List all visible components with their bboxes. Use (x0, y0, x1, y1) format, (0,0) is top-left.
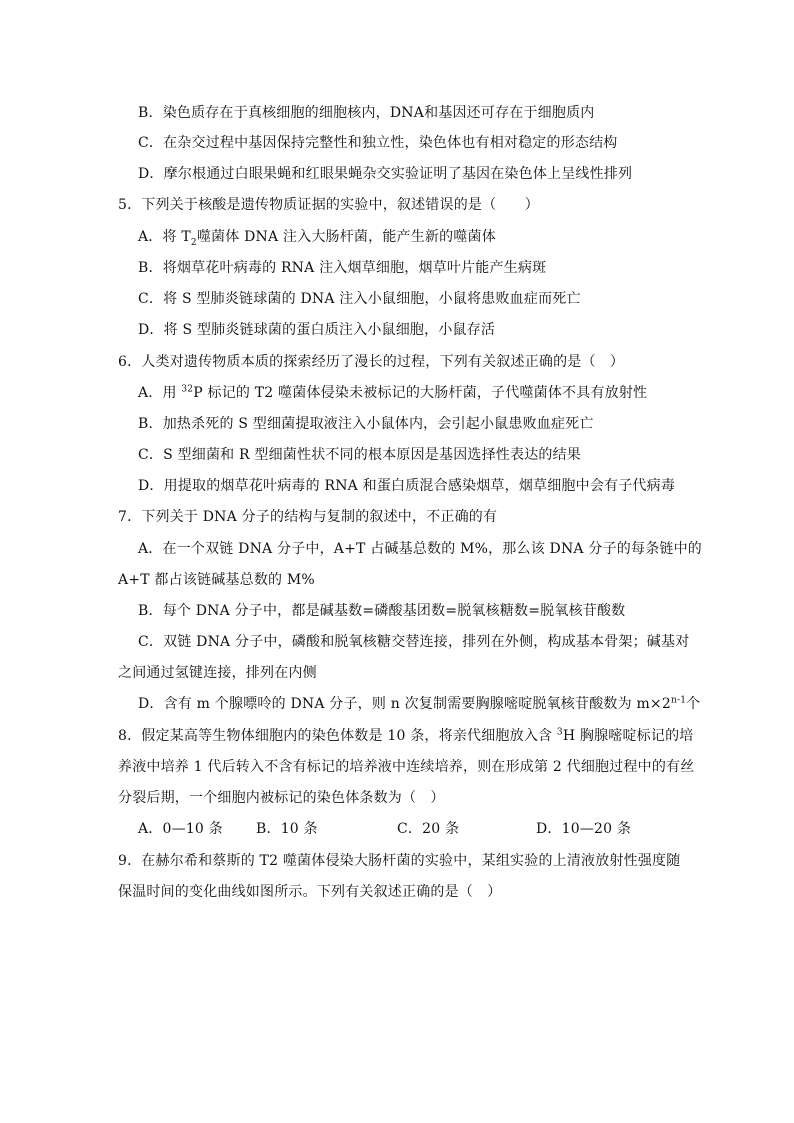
q8-option-d: D．10—20 条 (536, 821, 632, 837)
q7-option-b: B．每个 DNA 分子中，都是碱基数=磷酸基团数=脱氧核糖数=脱氧核苷酸数 (138, 603, 626, 619)
q6-option-b: B．加热杀死的 S 型细菌提取液注入小鼠体内，会引起小鼠患败血症死亡 (138, 416, 594, 432)
q5-option-b: B．将烟草花叶病毒的 RNA 注入烟草细胞，烟草叶片能产生病斑 (138, 260, 547, 276)
q5-option-a: A．将 $T_2$噬菌体 DNA 注入大肠杆菌，能产生新的噬菌体 (138, 229, 496, 248)
q7-option-a-line1: A．在一个双链 DNA 分子中，A+T 占碱基总数的 M%，那么该 DNA 分子的每条链中的 (138, 541, 702, 557)
q6-option-c: C．S 型细菌和 R 型细菌性状不同的根本原因是基因选择性表达的结果 (138, 447, 581, 463)
q6-option-d: D．用提取的烟草花叶病毒的 RNA 和蛋白质混合感染烟草，烟草细胞中会有子代病毒 (138, 478, 676, 494)
q5-option-d: D．将 S 型肺炎链球菌的蛋白质注入小鼠细胞，小鼠存活 (138, 322, 496, 338)
q4-option-d: D．摩尔根通过白眼果蝇和红眼果蝇杂交实验证明了基因在染色体上呈线性排列 (138, 166, 633, 182)
q7-option-d: D．含有 m 个腺嘌呤的 DNA 分子，则 n 次复制需要胸腺嘧啶脱氧核苷酸数为 $m\times 2^{n-1}$个 (138, 695, 701, 712)
q4-option-b: B．染色质存在于真核细胞的细胞核内，DNA和基因还可存在于细胞质内 (138, 105, 595, 121)
question-9-line2: 保温时间的变化曲线如图所示。下列有关叙述正确的是（ ） (118, 884, 502, 900)
question-8-line2: 养液中培养 1 代后转入不含有标记的培养液中连续培养，则在形成第 2 代细胞过程中的有丝 (118, 759, 695, 775)
question-5: 5．下列关于核酸是遗传物质证据的实验中，叙述错误的是（ ） (118, 197, 539, 213)
question-6: 6．人类对遗传物质本质的探索经历了漫长的过程，下列有关叙述正确的是（ ） (118, 354, 625, 370)
q6-option-a: A．用 $^{32}$P 标记的 T2 噬菌体侵染未被标记的大肠杆菌，子代噬菌体不具有放射性 (138, 384, 648, 401)
question-9-line1: 9．在赫尔希和蔡斯的 T2 噬菌体侵染大肠杆菌的实验中，某组实验的上清液放射性强度随 (118, 853, 681, 869)
q8-option-c: C．20 条 (397, 821, 460, 837)
question-8-line1: 8．假定某高等生物体细胞内的染色体数是 10 条，将亲代细胞放入含 $^3$H 胸腺嘧啶标记的培 (118, 727, 694, 744)
question-8-line3: 分裂后期，一个细胞内被标记的染色体条数为（ ） (118, 790, 445, 806)
question-7: 7．下列关于 DNA 分子的结构与复制的叙述中，不正确的有 (118, 509, 498, 525)
q5-option-c: C．将 S 型肺炎链球菌的 DNA 注入小鼠细胞，小鼠将患败血症而死亡 (138, 291, 581, 307)
q7-option-c-line2: 之间通过氢键连接，排列在内侧 (118, 665, 317, 681)
q8-options (138, 819, 631, 839)
q8-option-a: A．0—10 条 (138, 821, 223, 837)
q4-option-c: C．在杂交过程中基因保持完整性和独立性，染色体也有相对稳定的形态结构 (138, 135, 618, 151)
q7-option-c-line1: C．双链 DNA 分子中，磷酸和脱氧核糖交替连接，排列在外侧，构成基本骨架；碱基对 (138, 634, 690, 650)
q7-option-a-line2: A+T 都占该链碱基总数的 M% (118, 572, 315, 588)
q8-option-b: B．10 条 (256, 821, 318, 837)
